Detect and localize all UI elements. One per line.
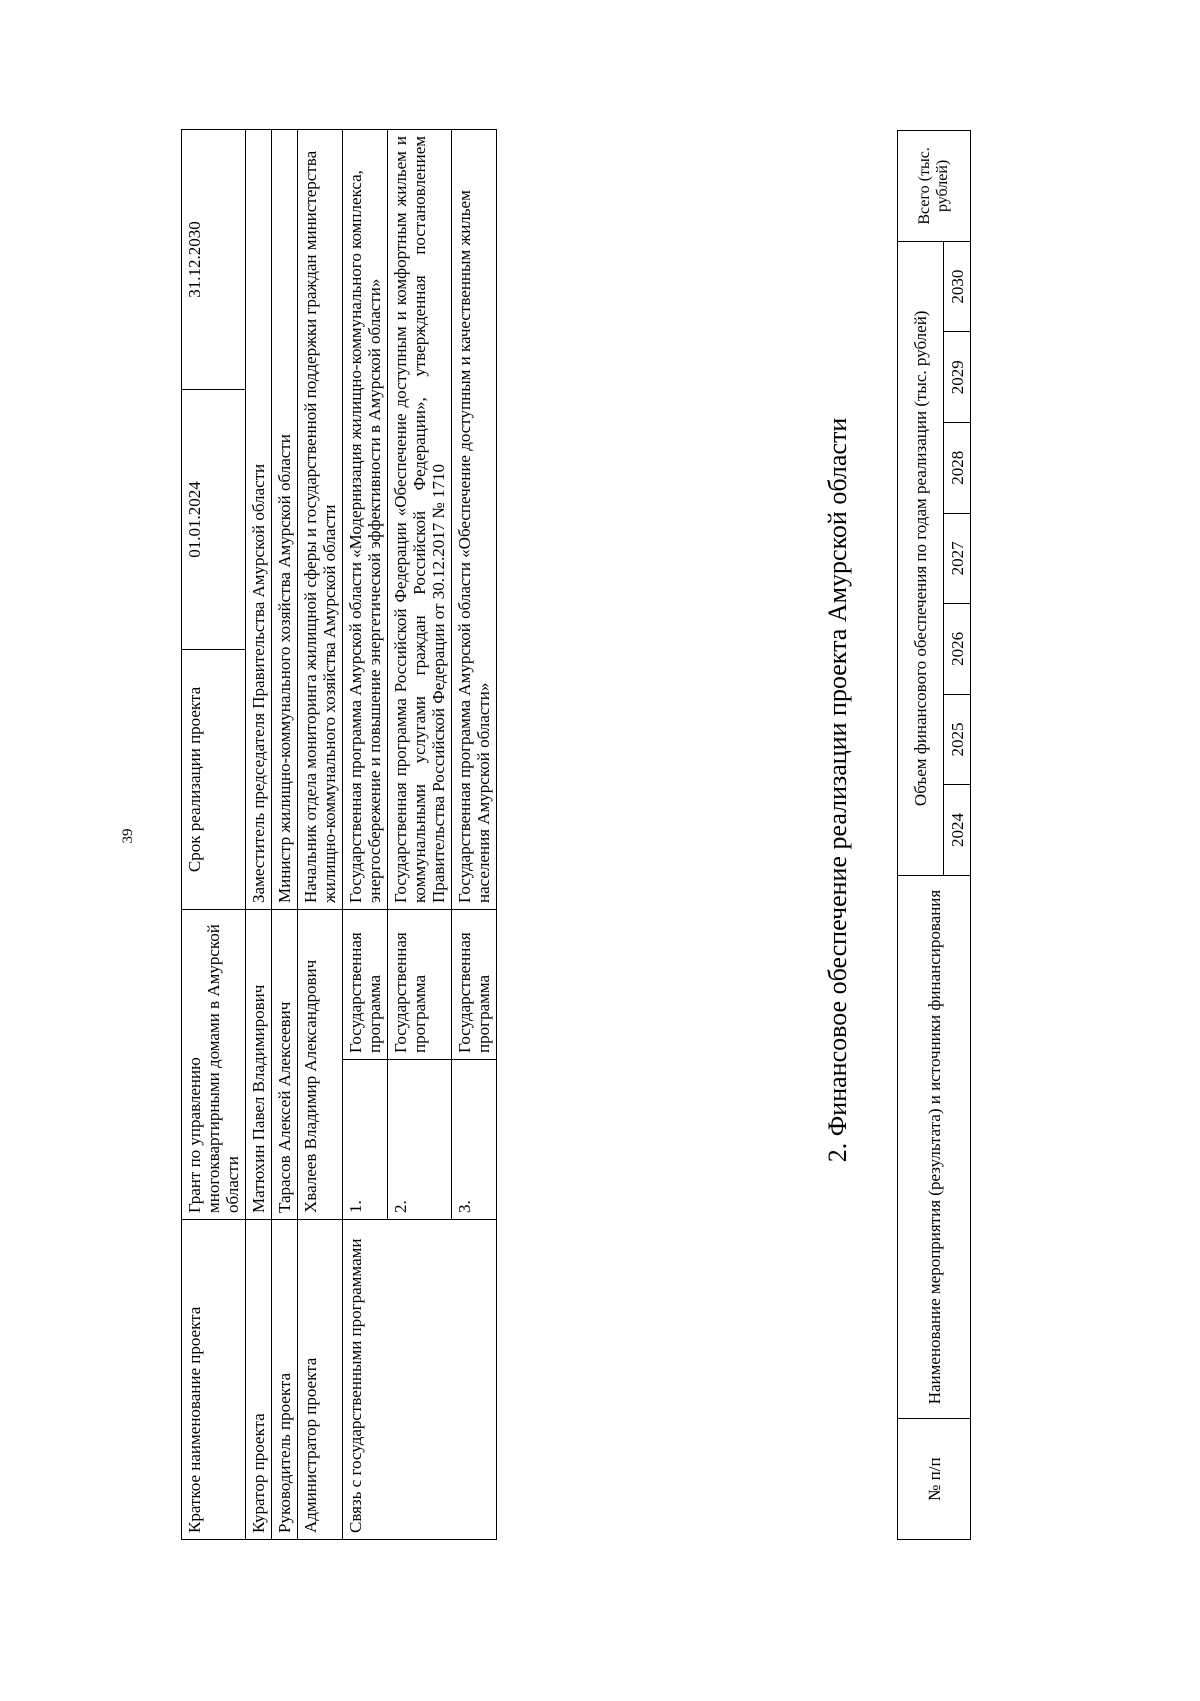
project-passport-table <box>181 129 497 1540</box>
row-head <box>272 129 298 1539</box>
year-2027: 2027 <box>944 513 971 604</box>
program-1-type: Государственная программа <box>343 909 388 1059</box>
finance-header-row <box>898 131 944 1540</box>
year-2024: 2024 <box>944 785 971 876</box>
curator-label: Куратор проекта <box>246 1220 272 1540</box>
row-program-1 <box>343 129 388 1539</box>
finance-col-volume: Объем финансового обеспечения по годам реализации (тыс. рублей) <box>898 241 944 875</box>
rotated-landscape-page <box>155 100 1015 1540</box>
row-short-name <box>182 129 246 1539</box>
year-2025: 2025 <box>944 694 971 785</box>
program-1-num: 1. <box>343 1060 388 1220</box>
program-3-num: 3. <box>452 1060 497 1220</box>
end-date: 31.12.2030 <box>182 129 246 389</box>
finance-col-total: Всего (тыс. рублей) <box>898 131 971 242</box>
head-name: Тарасов Алексей Алексеевич <box>272 909 298 1219</box>
program-1-text: Государственная программа Амурской области «Модернизация жилищно-коммунального комплекса, энергосбережение и повышение энергетической эффективности в Амурской области» <box>343 129 388 909</box>
year-2028: 2028 <box>944 422 971 513</box>
row-administrator <box>298 129 343 1539</box>
year-2029: 2029 <box>944 332 971 423</box>
program-3-type: Государственная программа <box>452 909 497 1059</box>
administrator-label: Администратор проекта <box>298 1220 343 1540</box>
head-position: Министр жилищно-коммунального хозяйства Амурской области <box>272 129 298 909</box>
year-2030: 2030 <box>944 241 971 332</box>
program-2-text: Государственная программа Российской Федерации «Обеспечение доступным и комфортным жильем и коммунальными услугами граждан Российской Федерации», утвержденная постановлением Правительства Российской Федерации от 30.12.2017 № 1710 <box>388 129 452 909</box>
short-name-label: Краткое наименование проекта <box>182 1220 246 1540</box>
page-number: 39 <box>120 828 136 844</box>
program-3-text: Государственная программа Амурской области «Обеспечение доступным и качественным жильем населения Амурской области» <box>452 129 497 909</box>
short-name-value: Грант по управлению многоквартирными домами в Амурской области <box>182 909 246 1219</box>
program-2-type: Государственная программа <box>388 909 452 1059</box>
section-2-heading: 2. Финансовое обеспечение реализации проекта Амурской области <box>823 417 852 1163</box>
finance-table <box>897 130 971 1540</box>
programs-label: Связь с государственными программами <box>343 1220 497 1540</box>
finance-col-num: № п/п <box>898 1419 971 1540</box>
curator-position: Заместитель председателя Правительства Амурской области <box>246 129 272 909</box>
term-label: Срок реализации проекта <box>182 649 246 909</box>
start-date: 01.01.2024 <box>182 389 246 649</box>
program-2-num: 2. <box>388 1060 452 1220</box>
administrator-position: Начальник отдела мониторинга жилищной сферы и государственной поддержки граждан министерства жилищно-коммунального хозяйства Амурской области <box>298 129 343 909</box>
head-label: Руководитель проекта <box>272 1220 298 1540</box>
administrator-name: Хвалеев Владимир Александрович <box>298 909 343 1219</box>
finance-col-name: Наименование мероприятия (результата) и источники финансирования <box>898 875 971 1418</box>
curator-name: Матюхин Павел Владимирович <box>246 909 272 1219</box>
year-2026: 2026 <box>944 604 971 695</box>
row-curator <box>246 129 272 1539</box>
